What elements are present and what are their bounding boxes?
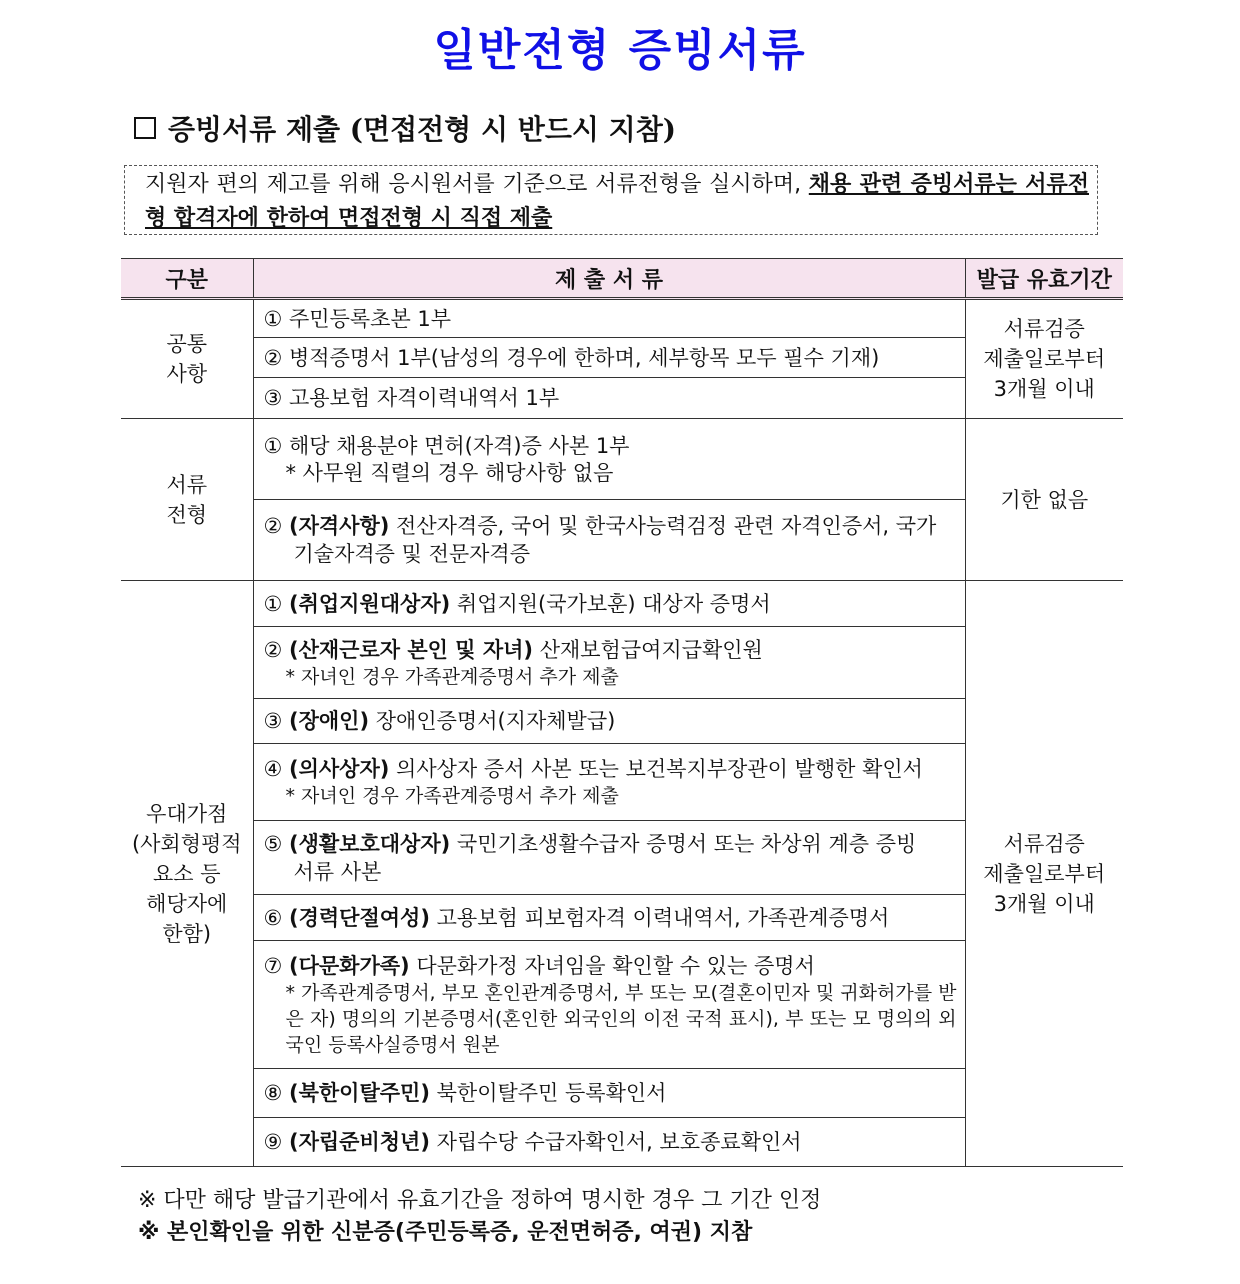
item-number: ⑤ <box>263 831 283 856</box>
checkbox-icon <box>134 117 156 139</box>
category-label: 요소 등 <box>152 861 221 886</box>
item-label: (의사상자) <box>289 757 390 781</box>
validity-text: 기한 없음 <box>1000 487 1089 512</box>
item-note: * 자녀인 경우 가족관계증명서 추가 제출 <box>285 665 619 688</box>
document-item <box>253 299 965 338</box>
item-number: ⑨ <box>263 1130 283 1154</box>
item-number: ① <box>263 591 283 616</box>
document-item <box>253 419 965 500</box>
category-cell <box>121 581 253 1167</box>
documents-table <box>121 258 1123 1167</box>
validity-text: 서류검증 <box>1003 317 1085 341</box>
item-text: 북한이탈주민 등록확인서 <box>436 1081 667 1105</box>
header-documents: 제 출 서 류 <box>253 259 965 299</box>
item-label: (자립준비청년) <box>289 1130 430 1154</box>
item-number: ① <box>263 434 283 458</box>
category-label: 한함) <box>162 921 212 946</box>
item-text: 취업지원(국가보훈) 대상자 증명서 <box>456 591 771 616</box>
item-number: ④ <box>263 757 283 781</box>
category-cell <box>121 299 253 419</box>
item-label: (장애인) <box>289 709 370 733</box>
item-text-continued: 기술자격증 및 전문자격증 <box>293 542 530 566</box>
item-note: * 사무원 직렬의 경우 해당사항 없음 <box>285 461 614 485</box>
validity-text: 3개월 이내 <box>993 891 1095 916</box>
item-label: (생활보호대상자) <box>289 831 451 856</box>
validity-text: 서류검증 <box>1003 831 1085 856</box>
item-text: 전산자격증, 국어 및 한국사능력검정 관련 자격인증서, 국가 <box>396 514 937 538</box>
item-label: (다문화가족) <box>289 953 410 978</box>
document-item <box>253 1118 965 1167</box>
item-text: 다문화가정 자녀임을 확인할 수 있는 증명서 <box>416 953 815 978</box>
item-number: ② <box>263 514 283 538</box>
category-label: 전형 <box>166 502 208 527</box>
document-item <box>253 941 965 1069</box>
item-label: (북한이탈주민) <box>289 1081 430 1105</box>
category-cell <box>121 419 253 581</box>
item-number: ③ <box>263 386 283 410</box>
document-item <box>253 500 965 581</box>
notice-box <box>124 165 1098 235</box>
item-note: * 가족관계증명서, 부모 혼인관계증명서, 부 또는 모(결혼이민자 및 귀화허가를 받은 자) 명의의 기본증명서(혼인한 외국인의 이전 국적 표시), 부 또는 모 명의의 외국인 등록사실증명서 원본 <box>285 981 957 1056</box>
document-item <box>253 627 965 699</box>
validity-cell <box>965 299 1123 419</box>
item-text: 병적증명서 1부(남성의 경우에 한하며, 세부항목 모두 필수 기재) <box>289 345 880 370</box>
page-title: 일반전형 증빙서류 <box>433 25 807 76</box>
item-text: 산재보험급여지급확인원 <box>539 637 763 662</box>
item-number: ① <box>263 306 283 331</box>
section-heading-text: 증빙서류 제출 (면접전형 시 반드시 지참) <box>168 113 677 146</box>
item-number: ⑦ <box>263 953 283 978</box>
header-category: 구분 <box>121 259 253 299</box>
item-label: (자격사항) <box>289 514 390 538</box>
document-item <box>253 378 965 419</box>
item-text: 자립수당 수급자확인서, 보호종료확인서 <box>436 1130 802 1154</box>
table-row <box>121 419 1123 500</box>
footer-note: ※ 다만 해당 발급기관에서 유효기간을 정하여 명시한 경우 그 기간 인정 <box>138 1188 822 1213</box>
item-text: 의사상자 증서 사본 또는 보건복지부장관이 발행한 확인서 <box>396 757 923 781</box>
notice-emphasis: 채용 관련 증빙서류는 서류전형 합격자에 한하여 면접전형 시 직접 제출 <box>145 172 1089 231</box>
validity-text: 제출일로부터 <box>983 861 1106 886</box>
category-label: 공통 <box>166 332 208 356</box>
section-heading <box>134 108 676 148</box>
validity-text: 3개월 이내 <box>993 377 1095 401</box>
document-item <box>253 581 965 627</box>
item-text-continued: 서류 사본 <box>293 859 382 884</box>
item-label: (산재근로자 본인 및 자녀) <box>289 637 534 662</box>
validity-cell <box>965 581 1123 1167</box>
category-label: 사항 <box>166 362 208 386</box>
document-item <box>253 338 965 378</box>
item-number: ⑧ <box>263 1081 283 1105</box>
table-row <box>121 299 1123 338</box>
footer-note-bold: ※ 본인확인을 위한 신분증(주민등록증, 운전면허증, 여권) 지참 <box>138 1220 753 1245</box>
validity-text: 제출일로부터 <box>983 347 1106 371</box>
item-text: 고용보험 자격이력내역서 1부 <box>289 386 560 410</box>
document-item <box>253 699 965 744</box>
table-row <box>121 581 1123 627</box>
category-label: (사회형평적 <box>131 831 242 856</box>
item-text: 국민기초생활수급자 증명서 또는 차상위 계층 증빙 <box>456 831 917 856</box>
item-number: ② <box>263 637 283 662</box>
item-number: ⑥ <box>263 905 283 930</box>
validity-cell <box>965 419 1123 581</box>
item-text: 고용보험 피보험자격 이력내역서, 가족관계증명서 <box>436 905 890 930</box>
category-label: 우대가점 <box>146 801 228 826</box>
item-number: ③ <box>263 709 283 733</box>
footer-notes <box>138 1185 821 1249</box>
document-item <box>253 895 965 941</box>
item-text: 주민등록초본 1부 <box>289 306 452 331</box>
item-note: * 자녀인 경우 가족관계증명서 추가 제출 <box>285 785 619 807</box>
header-validity: 발급 유효기간 <box>965 259 1123 299</box>
item-text: 장애인증명서(지자체발급) <box>375 709 616 733</box>
document-item <box>253 821 965 895</box>
item-number: ② <box>263 345 283 370</box>
category-label: 서류 <box>166 472 208 497</box>
item-label: (취업지원대상자) <box>289 591 451 616</box>
item-label: (경력단절여성) <box>289 905 430 930</box>
document-item <box>253 744 965 821</box>
document-item <box>253 1069 965 1118</box>
notice-text: 지원자 편의 제고를 위해 응시원서를 기준으로 서류전형을 실시하며, <box>145 172 802 197</box>
item-text: 해당 채용분야 면허(자격)증 사본 1부 <box>289 434 630 458</box>
table-header-row <box>121 259 1123 299</box>
category-label: 해당자에 <box>146 891 228 916</box>
